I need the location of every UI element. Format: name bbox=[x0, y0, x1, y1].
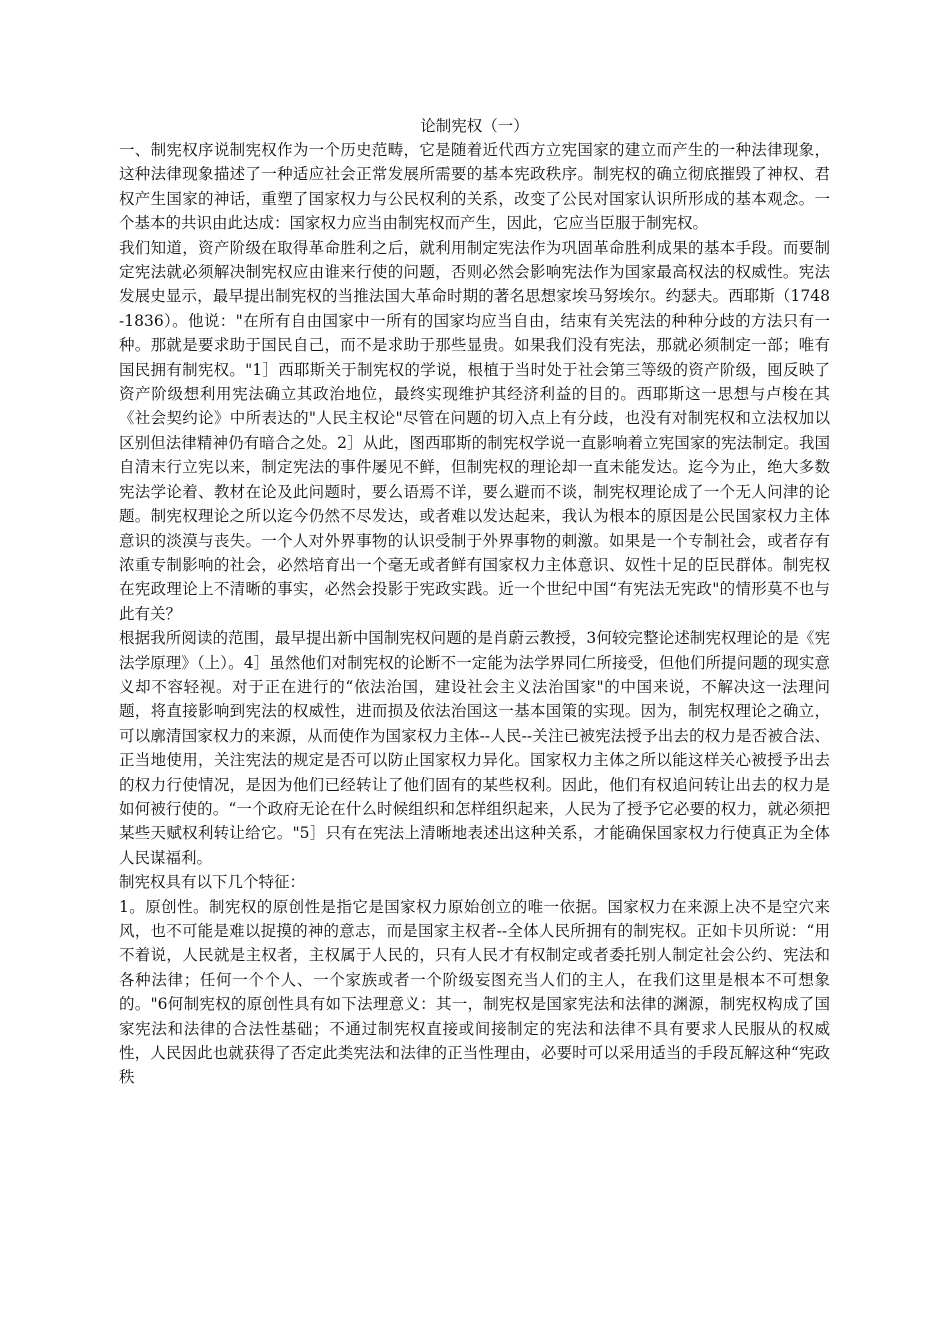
paragraph-3: 根据我所阅读的范围，最早提出新中国制宪权问题的是肖蔚云教授，3何较完整论述制宪权理论的是《宪法学原理》（上）。4］虽然他们对制宪权的论断不一定能为法学界同仁所接受，但他们所提问题的现实意义却不容轻视。对于正在进行的“依法治国，建设社会主义法治国家"的中国来说，不解决这一法理问题，将直接影响到宪法的权威性，进而损及依法治国这一基本国策的实现。因为，制宪权理论之确立，可以廓清国家权力的来源，从而使作为国家权力主体--人民--关注已被宪法授予出去的权力是否被合法、正当地使用，关注宪法的规定是否可以防止国家权力异化。国家权力主体之所以能这样关心被授予出去的权力行使情况，是因为他们已经转让了他们固有的某些权利。因此，他们有权追问转让出去的权力是如何被行使的。“一个政府无论在什么时候组织和怎样组织起来，人民为了授予它必要的权力，就必须把某些天赋权利转让给它。"5］只有在宪法上清晰地表述出这种关系，才能确保国家权力行使真正为全体人民谋福利。 bbox=[119, 629, 830, 867]
paragraph-2: 我们知道，资产阶级在取得革命胜利之后，就利用制定宪法作为巩固革命胜利成果的基本手段。而要制定宪法就必须解决制宪权应由谁来行使的问题，否则必然会影响宪法作为国家最高权法的权威性。宪法发展史显示，最早提出制宪权的当推法国大革命时期的著名思想家埃马努埃尔。约瑟夫。西耶斯（1748-1836）。他说："在所有自由国家中一所有的国家均应当自由，结束有关宪法的种种分歧的方法只有一种。那就是要求助于国民自己，而不是求助于那些显贵。如果我们没有宪法，那就必须制定一部；唯有国民拥有制宪权。"1］西耶斯关于制宪权的学说，根植于当时处于社会第三等级的资产阶级，囤反映了资产阶级想利用宪法确立其政治地位，最终实现维护其经济利益的目的。西耶斯这一思想与卢梭在其《社会契约论》中所表达的"人民主权论"尽管在问题的切入点上有分歧，也没有对制宪权和立法权加以区别但法律精神仍有暗合之处。2］从此，图西耶斯的制宪权学说一直影响着立宪国家的宪法制定。我国自清末行立宪以来，制定宪法的事件屡见不鲜，但制宪权的理论却一直未能发达。迄今为止，绝大多数宪法学论着、教材在论及此问题时，要么语焉不详，要么避而不谈，制宪权理论成了一个无人问津的论题。制宪权理论之所以迄今仍然不尽发达，或者难以发达起来，我认为根本的原因是公民国家权力主体意识的淡漠与丧失。一个人对外界事物的认识受制于外界事物的刺激。如果是一个专制社会，或者存有浓重专制影响的社会，必然培育出一个毫无或者鲜有国家权力主体意识、奴性十足的臣民群体。制宪权在宪政理论上不清晰的事实，必然会投影于宪政实践。近一个世纪中国“有宪法无宪政"的情形莫不也与此有关？ bbox=[119, 238, 830, 623]
document-title: 论制宪权（一） bbox=[420, 117, 529, 135]
paragraph-4: 制宪权具有以下几个特征： bbox=[119, 873, 306, 892]
paragraph-5: 1。原创性。制宪权的原创性是指它是国家权力原始创立的唯一依据。国家权力在来源上决不是空穴来风，也不可能是难以捉摸的神的意志，而是国家主权者--全体人民所拥有的制宪权。正如卡贝所说：“用不着说，人民就是主权者，主权属于人民的，只有人民才有权制定或者委托别人制定社会公约、宪法和各种法律；任何一个个人、一个家族或者一个阶级妄图充当人们的主人，在我们这里是根本不可想象的。"6何制宪权的原创性具有如下法理意义：其一，制宪权是国家宪法和法律的渊源，制宪权构成了国家宪法和法律的合法性基础；不通过制宪权直接或间接制定的宪法和法律不具有要求人民服从的权威性，人民因此也就获得了否定此类宪法和法律的正当性理由，必要时可以采用适当的手段瓦解这种“宪政秩 bbox=[119, 897, 830, 1087]
document-page bbox=[119, 114, 830, 1090]
paragraph-1: 一、制宪权序说制宪权作为一个历史范畴，它是随着近代西方立宪国家的建立而产生的一种法律现象，这种法律现象描述了一种适应社会正常发展所需要的基本宪政秩序。制宪权的确立彻底摧毁了神权、君权产生国家的神话，重塑了国家权力与公民权利的关系，改变了公民对国家认识所形成的基本观念。一个基本的共识由此达成：国家权力应当由制宪权而产生，因此，它应当臣服于制宪权。 bbox=[119, 141, 830, 233]
